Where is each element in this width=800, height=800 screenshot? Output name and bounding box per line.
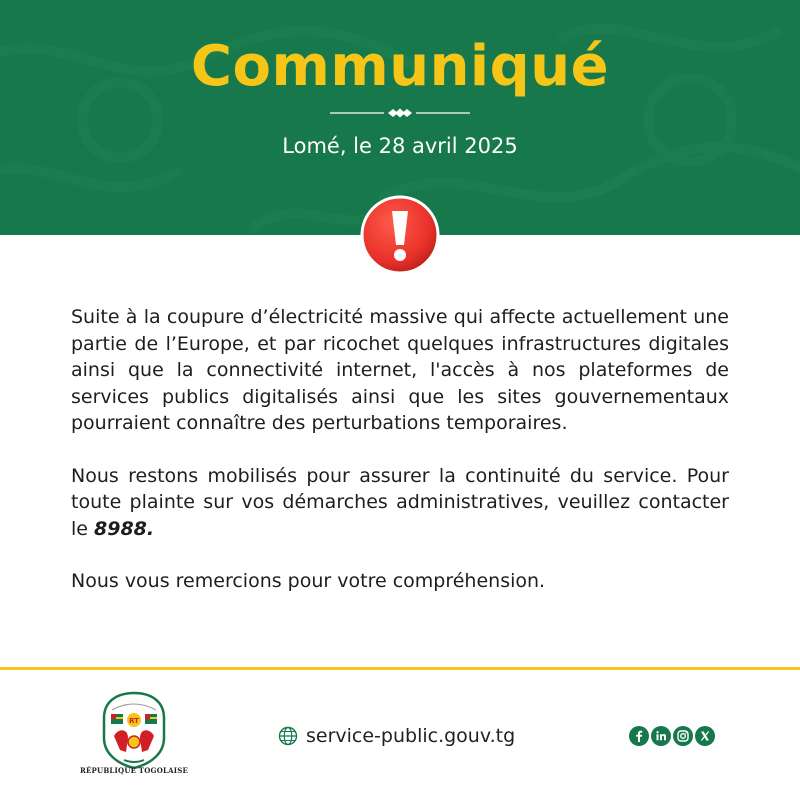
exclamation-alert-icon [358,193,442,277]
communique-date: Lomé, le 28 avril 2025 [282,134,518,158]
paragraph-thanks: Nous vous remercions pour votre compréhension. [71,570,546,592]
website-url[interactable]: service-public.gouv.tg [306,725,516,747]
globe-icon [278,726,298,746]
paragraph-contact [71,463,729,543]
social-links [629,726,715,746]
page-title: Communiqué [190,34,610,99]
paragraph-outage: Suite à la coupure d’électricité massive qui affecte actuellement une partie de l’Europe, et par ricochet quelques infrastructures digitales ainsi que la connectivité internet, l'accès à nos plateformes de services publics digitalisés ainsi que les sites gouvernementaux pourraient connaître des perturbations temporaires. [71,306,729,434]
facebook-icon[interactable] [629,726,649,746]
republic-caption: RÉPUBLIQUE TOGOLAISE [80,766,189,775]
website-link[interactable] [278,724,515,748]
emblem-lettering: RT [129,717,139,725]
linkedin-icon[interactable] [651,726,671,746]
republic-emblem-logo [98,690,170,770]
footer-divider [0,667,800,670]
contact-phone-number: 8988. [94,517,155,540]
communique-body [71,304,729,595]
x-icon[interactable] [695,726,715,746]
paragraph-contact-text: Nous restons mobilisés pour assurer la continuité du service. Pour toute plainte sur vos démarches administratives, veuillez contacter le [71,464,729,540]
title-divider [330,106,470,120]
instagram-icon[interactable] [673,726,693,746]
